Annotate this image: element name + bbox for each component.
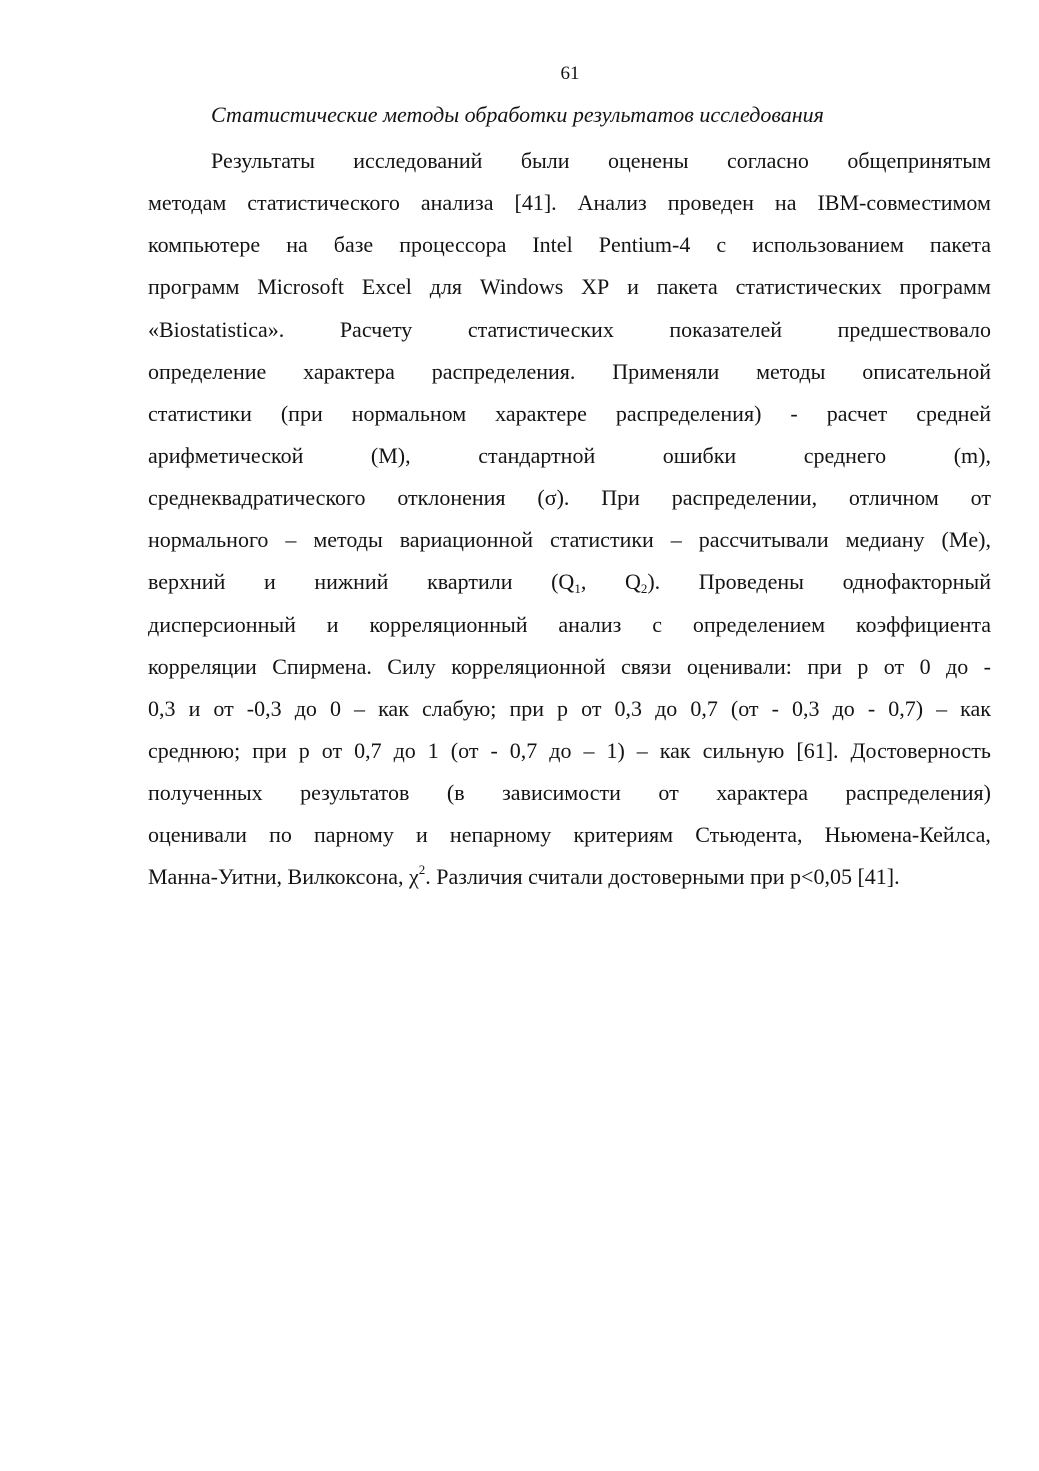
word: и: [627, 274, 639, 300]
word: 0,7): [888, 695, 924, 721]
word: корреляции: [148, 653, 257, 679]
word: Intel: [532, 232, 573, 258]
word: с: [716, 232, 727, 258]
word: -: [790, 400, 798, 426]
word: нормального: [148, 527, 269, 553]
word: отличном: [848, 485, 939, 511]
paragraph-line-5: [148, 309, 991, 351]
word: при: [509, 695, 544, 721]
word: и: [326, 611, 339, 637]
word: –: [636, 737, 648, 763]
word: оценивали:: [686, 653, 792, 679]
comma: ,: [580, 569, 587, 595]
word: исследований: [353, 148, 483, 173]
word: 1): [606, 737, 625, 763]
word: описательной: [862, 358, 991, 384]
word: Достоверность: [850, 737, 991, 763]
subscript: 2: [640, 581, 648, 597]
word: непарному: [449, 822, 552, 848]
word: верхний: [148, 569, 226, 595]
word: -: [983, 653, 991, 679]
word: оценены: [607, 148, 689, 173]
word: до: [946, 653, 969, 679]
word: статистики: [148, 400, 252, 426]
section-title: Статистические методы обработки результатов исследования: [211, 102, 824, 127]
paragraph-line-1: [148, 140, 991, 182]
word: 0,3: [614, 695, 642, 721]
word: и: [188, 695, 201, 721]
word: Стьюдента,: [695, 822, 803, 848]
word: согласно: [726, 148, 809, 173]
word: дисперсионный: [148, 611, 296, 637]
word: медиану: [845, 527, 925, 553]
word: методам: [148, 190, 227, 216]
word: арифметической: [148, 442, 304, 468]
word: расчет: [826, 400, 888, 426]
word: Проведены: [698, 569, 804, 595]
word: Pentium-4: [598, 232, 691, 258]
word: [41].: [514, 190, 557, 216]
word: Microsoft: [257, 274, 344, 300]
word: Ньюмена-Кейлса,: [824, 822, 991, 848]
word: методы: [313, 527, 383, 553]
word: квартили: [427, 569, 513, 595]
word: Силу: [387, 653, 436, 679]
word: р: [857, 653, 869, 679]
word: как: [659, 737, 691, 763]
paragraph-line-15: [148, 730, 991, 772]
word: р: [557, 695, 569, 721]
word: 1: [427, 737, 439, 763]
word: с: [652, 611, 663, 637]
word: средней: [916, 400, 991, 426]
word: При: [601, 485, 640, 511]
word: сильную: [702, 737, 785, 763]
closing-paren: ).: [647, 569, 661, 595]
text-fragment: Манна-Уитни, Вилкоксона, χ: [148, 864, 419, 890]
word: Применяли: [612, 358, 720, 384]
last-line-text: [148, 856, 900, 898]
word: распределении,: [671, 485, 818, 511]
word: и: [415, 822, 428, 848]
word: от: [213, 695, 234, 721]
word: р: [298, 737, 310, 763]
quartile-q1: [551, 561, 586, 603]
q-letter: Q: [624, 569, 641, 595]
word: (σ).: [537, 485, 570, 511]
word: до: [294, 695, 317, 721]
word: программ: [899, 274, 991, 300]
word: как: [378, 695, 409, 721]
word: статистических: [735, 274, 882, 300]
word: связи: [620, 653, 672, 679]
word: до: [832, 695, 855, 721]
word: коэффициента: [855, 611, 991, 637]
paragraph-line-10: [148, 519, 991, 561]
paragraph-line-3: [148, 224, 991, 266]
word: среднеквадратического: [148, 485, 366, 511]
word: статистических: [467, 316, 614, 342]
word: и: [263, 569, 276, 595]
word: анализа: [420, 190, 494, 216]
paragraph-line-12: [148, 604, 991, 646]
page-number: 61: [560, 63, 580, 84]
word: до: [393, 737, 416, 763]
word: распределения): [845, 780, 991, 806]
paragraph-line-11: [148, 561, 991, 603]
word: результатов: [300, 780, 410, 806]
word: (в: [446, 780, 465, 806]
word: при: [807, 653, 842, 679]
paragraph-line-4: [148, 266, 991, 308]
word: Расчету: [339, 316, 413, 342]
word: от: [970, 485, 991, 511]
word: –: [354, 695, 366, 721]
word: –: [285, 527, 297, 553]
word: –: [936, 695, 948, 721]
paragraph-line-9: [148, 477, 991, 519]
word: 0,3: [792, 695, 820, 721]
paragraph-line-7: [148, 393, 991, 435]
paragraph-line-13: [148, 646, 991, 688]
word: (М),: [370, 442, 411, 468]
paragraph-line-17: [148, 814, 991, 856]
word: распределения.: [431, 358, 576, 384]
word: определение: [148, 358, 267, 384]
word: для: [429, 274, 463, 300]
word: корреляционный: [369, 611, 528, 637]
word: 0,7: [354, 737, 382, 763]
paragraph-line-6: [148, 351, 991, 393]
paragraph-line-16: [148, 772, 991, 814]
word: анализ: [558, 611, 622, 637]
word: -0,3: [246, 695, 282, 721]
word: (при: [280, 400, 323, 426]
word: Анализ: [577, 190, 647, 216]
paragraph-line-8: [148, 435, 991, 477]
word: рассчитывали: [698, 527, 829, 553]
word: предшествовало: [837, 316, 991, 342]
word: «Biostatistica».: [148, 316, 285, 342]
paragraph-line-2: [148, 182, 991, 224]
word: пакета: [929, 232, 991, 258]
word: -: [867, 695, 876, 721]
word: на: [774, 190, 797, 216]
word: процессора: [399, 232, 507, 258]
word: Excel: [361, 274, 412, 300]
word: нормальном: [351, 400, 467, 426]
text-fragment: . Различия считали достоверными при р<0,05 [41].: [425, 864, 900, 890]
word: при: [252, 737, 287, 763]
word: оценивали: [148, 822, 247, 848]
word: ошибки: [662, 442, 737, 468]
word: от: [658, 780, 679, 806]
word: (от: [450, 737, 479, 763]
word: (от: [730, 695, 759, 721]
word: характера: [716, 780, 808, 806]
word: методы: [756, 358, 826, 384]
word: пакета: [656, 274, 718, 300]
word: 0,3: [148, 695, 176, 721]
word: базе: [333, 232, 374, 258]
word: статистического: [247, 190, 400, 216]
word: как: [960, 695, 991, 721]
word: среднего: [803, 442, 887, 468]
word: от: [581, 695, 602, 721]
word: показателей: [669, 316, 783, 342]
word: 0: [329, 695, 341, 721]
word: характере: [495, 400, 587, 426]
word: проведен: [667, 190, 754, 216]
q-letter: (Q: [551, 569, 575, 595]
word: 0: [919, 653, 931, 679]
word: однофакторный: [842, 569, 991, 595]
word: по: [269, 822, 292, 848]
body-paragraph: [148, 140, 991, 899]
word: вариационной: [399, 527, 533, 553]
word: использованием: [752, 232, 904, 258]
word: до: [549, 737, 572, 763]
word: программ: [148, 274, 240, 300]
word: Спирмена.: [272, 653, 372, 679]
word: от: [321, 737, 343, 763]
word: [61].: [796, 737, 839, 763]
word: IBM-совместимом: [817, 190, 991, 216]
superscript: 2: [418, 862, 426, 878]
word: до: [655, 695, 678, 721]
word: -: [771, 695, 779, 721]
word: от: [883, 653, 905, 679]
word: определением: [692, 611, 826, 637]
paragraph-line-18: [148, 856, 991, 898]
word: парному: [314, 822, 394, 848]
word: общепринятым: [847, 148, 991, 173]
word: нижний: [314, 569, 389, 595]
word: критериям: [573, 822, 674, 848]
word: характера: [303, 358, 395, 384]
word: 0,7: [690, 695, 718, 721]
word: распределения): [615, 400, 762, 426]
word: были: [520, 148, 570, 173]
quartile-q2: [625, 561, 660, 603]
paragraph-line-14: [148, 688, 991, 730]
word: Результаты: [211, 148, 315, 173]
word: Windows: [479, 274, 564, 300]
word: полученных: [148, 780, 263, 806]
word: корреляционной: [451, 653, 606, 679]
word: компьютере: [148, 232, 261, 258]
word: 0,7: [509, 737, 538, 763]
word: статистики: [549, 527, 654, 553]
word: –: [670, 527, 682, 553]
word: зависимости: [502, 780, 621, 806]
word: -: [490, 737, 498, 763]
word: –: [583, 737, 595, 763]
word: слабую;: [421, 695, 497, 721]
word: на: [286, 232, 308, 258]
word: отклонения: [397, 485, 506, 511]
word: (Me),: [941, 527, 991, 553]
word: среднюю;: [148, 737, 241, 763]
word: стандартной: [478, 442, 596, 468]
word: XP: [581, 274, 610, 300]
subscript: 1: [574, 581, 581, 597]
word: (m),: [953, 442, 991, 468]
